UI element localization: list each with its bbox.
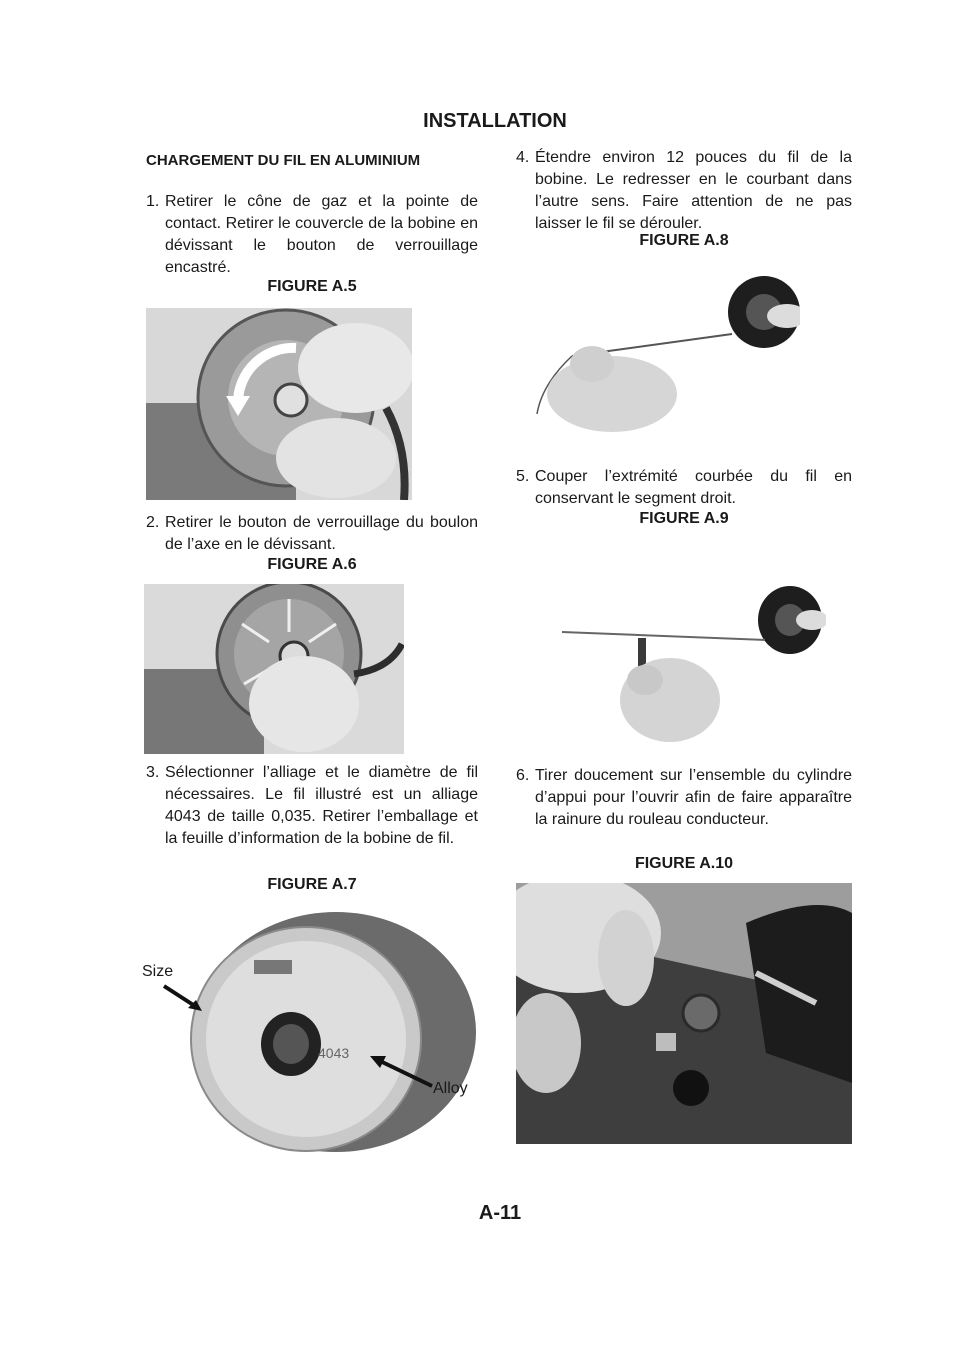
figure-label-a8: FIGURE A.8: [639, 232, 729, 249]
step-5: [516, 466, 852, 510]
figure-label-a9: FIGURE A.9: [639, 510, 729, 527]
page-title: INSTALLATION: [423, 110, 567, 132]
figure-label-a6: FIGURE A.6: [267, 556, 357, 573]
step-1: [146, 191, 478, 279]
step-number: 1.: [146, 193, 160, 210]
figure-label-a10: FIGURE A.10: [634, 855, 734, 872]
figure-a6-photo: [144, 584, 404, 754]
step-2: [146, 512, 478, 556]
step-4: [516, 147, 852, 235]
figure-a5-photo: [146, 308, 412, 500]
figure-a10-photo: [516, 883, 852, 1144]
step-text: Retirer le bouton de verrouillage du boulon de l’axe en le dévissant.: [165, 514, 478, 553]
step-text: Couper l’extrémité courbée du fil en conservant le segment droit.: [535, 468, 852, 507]
figure-a8-photo: [532, 264, 800, 440]
figure-label-a5: FIGURE A.5: [267, 278, 357, 295]
page-number: A-11: [478, 1202, 522, 1224]
step-number: 5.: [516, 468, 530, 485]
step-3: [146, 762, 478, 872]
spool-alloy-print: 4043: [318, 1045, 350, 1061]
figure-a9-photo: [560, 570, 826, 748]
alloy-callout-label: Alloy: [433, 1080, 468, 1097]
step-number: 4.: [516, 149, 530, 166]
figure-label-a7: FIGURE A.7: [267, 876, 357, 893]
step-6: [516, 765, 852, 853]
step-text: Retirer le cône de gaz et la pointe de contact. Retirer le couvercle de la bobine en dévissant le bouton de verrouillage encastré.: [165, 193, 478, 276]
size-callout-label: Size: [142, 963, 174, 980]
step-text: Étendre environ 12 pouces du fil de la bobine. Le redresser en le courbant dans l’autre sens. Faire attention de ne pas laisser le fil se dérouler.: [535, 149, 852, 232]
figure-a7-photo: [146, 904, 482, 1154]
step-text: Sélectionner l’alliage et le diamètre de fil nécessaires. Le fil illustré est un alliage 4043 de taille 0,035. Retirer l’emballage et la feuille d’information de la bobine de fil.: [165, 764, 478, 847]
step-text: Tirer doucement sur l’ensemble du cylindre d’appui pour l’ouvrir afin de faire apparaître la rainure du rouleau conducteur.: [535, 767, 852, 828]
step-number: 2.: [146, 514, 160, 531]
section-heading: CHARGEMENT DU FIL EN ALUMINIUM: [146, 152, 421, 169]
step-number: 6.: [516, 767, 530, 784]
step-number: 3.: [146, 764, 160, 781]
